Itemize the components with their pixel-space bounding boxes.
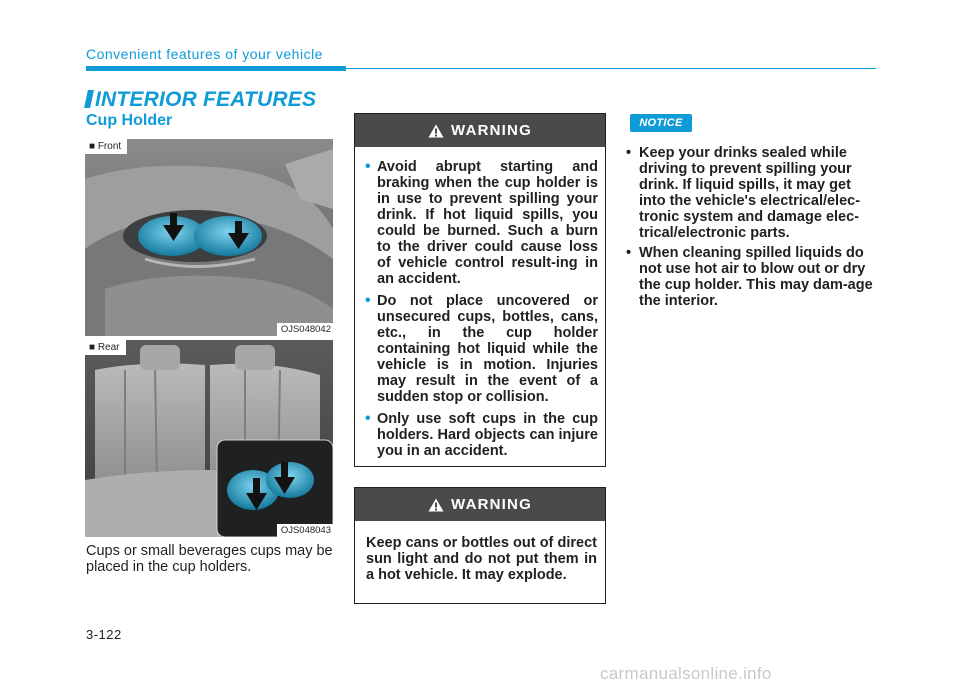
bullet-dot: • [365, 292, 371, 309]
watermark: carmanualsonline.info [600, 664, 772, 683]
warning-title-1: WARNING [451, 122, 532, 139]
bullet-dot: • [365, 410, 371, 427]
section-title [86, 88, 316, 112]
list-item: • Keep your drinks sealed while driving to prevent spilling your drink. If liquid spills, it may get into the vehicle's electrical/elec-tronic system and damage elec-trical/electronic parts. [626, 145, 861, 241]
rear-photo-code: OJS048043 [277, 524, 333, 537]
front-photo-label: ■ Front [85, 139, 127, 154]
header-rule-thin [346, 68, 876, 69]
bullet-dot: • [626, 145, 632, 161]
notice-list [624, 145, 880, 313]
warning-triangle-icon [428, 124, 444, 138]
rear-photo-illustration [85, 340, 333, 537]
list-item: • Do not place uncovered or unsecured cups, bottles, cans, etc., in the cup holder containing hot liquid while the vehicle is in motion. Injuries may result in the event of a sudden stop or collision. [365, 292, 598, 405]
warning-box-1 [354, 113, 606, 467]
running-header: Convenient features of your vehicle [86, 46, 323, 62]
list-item: • Avoid abrupt starting and braking when the cup holder is in use to prevent spilling your drink. If hot liquid spills, you could be burned. Such a burn to the driver could cause loss of vehicle control result-ing in an accident. [365, 158, 598, 287]
title-accent-mark [84, 90, 94, 108]
header-rule-thick [86, 66, 346, 71]
sub-title: Cup Holder [86, 112, 173, 129]
warning-list-1 [355, 147, 605, 459]
warning-triangle-icon [428, 498, 444, 512]
page-number: 3-122 [86, 627, 122, 642]
bullet-dot: • [365, 158, 371, 175]
list-item: • When cleaning spilled liquids do not use hot air to blow out or dry the cup holder. This may dam-age the interior. [626, 245, 873, 309]
section-title-text: INTERIOR FEATURES [95, 88, 317, 111]
bullet-dot: • [626, 245, 632, 261]
front-photo-illustration [85, 139, 333, 336]
notice-badge: NOTICE [630, 114, 692, 132]
list-item: • Only use soft cups in the cup holders. Hard objects can injure you in an accident. [365, 410, 598, 459]
warning-text-2: Keep cans or bottles out of direct sun light and do not put them in a hot vehicle. It may explode. [366, 535, 597, 583]
front-photo-code: OJS048042 [277, 323, 333, 336]
front-cup-holder-photo [85, 139, 333, 336]
cup-holder-description: Cups or small beverages cups may be placed in the cup holders. [86, 543, 333, 575]
warning-box-2 [354, 487, 606, 604]
warning-header-2 [355, 488, 605, 521]
warning-header-1 [355, 114, 605, 147]
warning-title-2: WARNING [451, 496, 532, 513]
rear-cup-holder-photo [85, 340, 333, 537]
rear-photo-label: ■ Rear [85, 340, 126, 355]
